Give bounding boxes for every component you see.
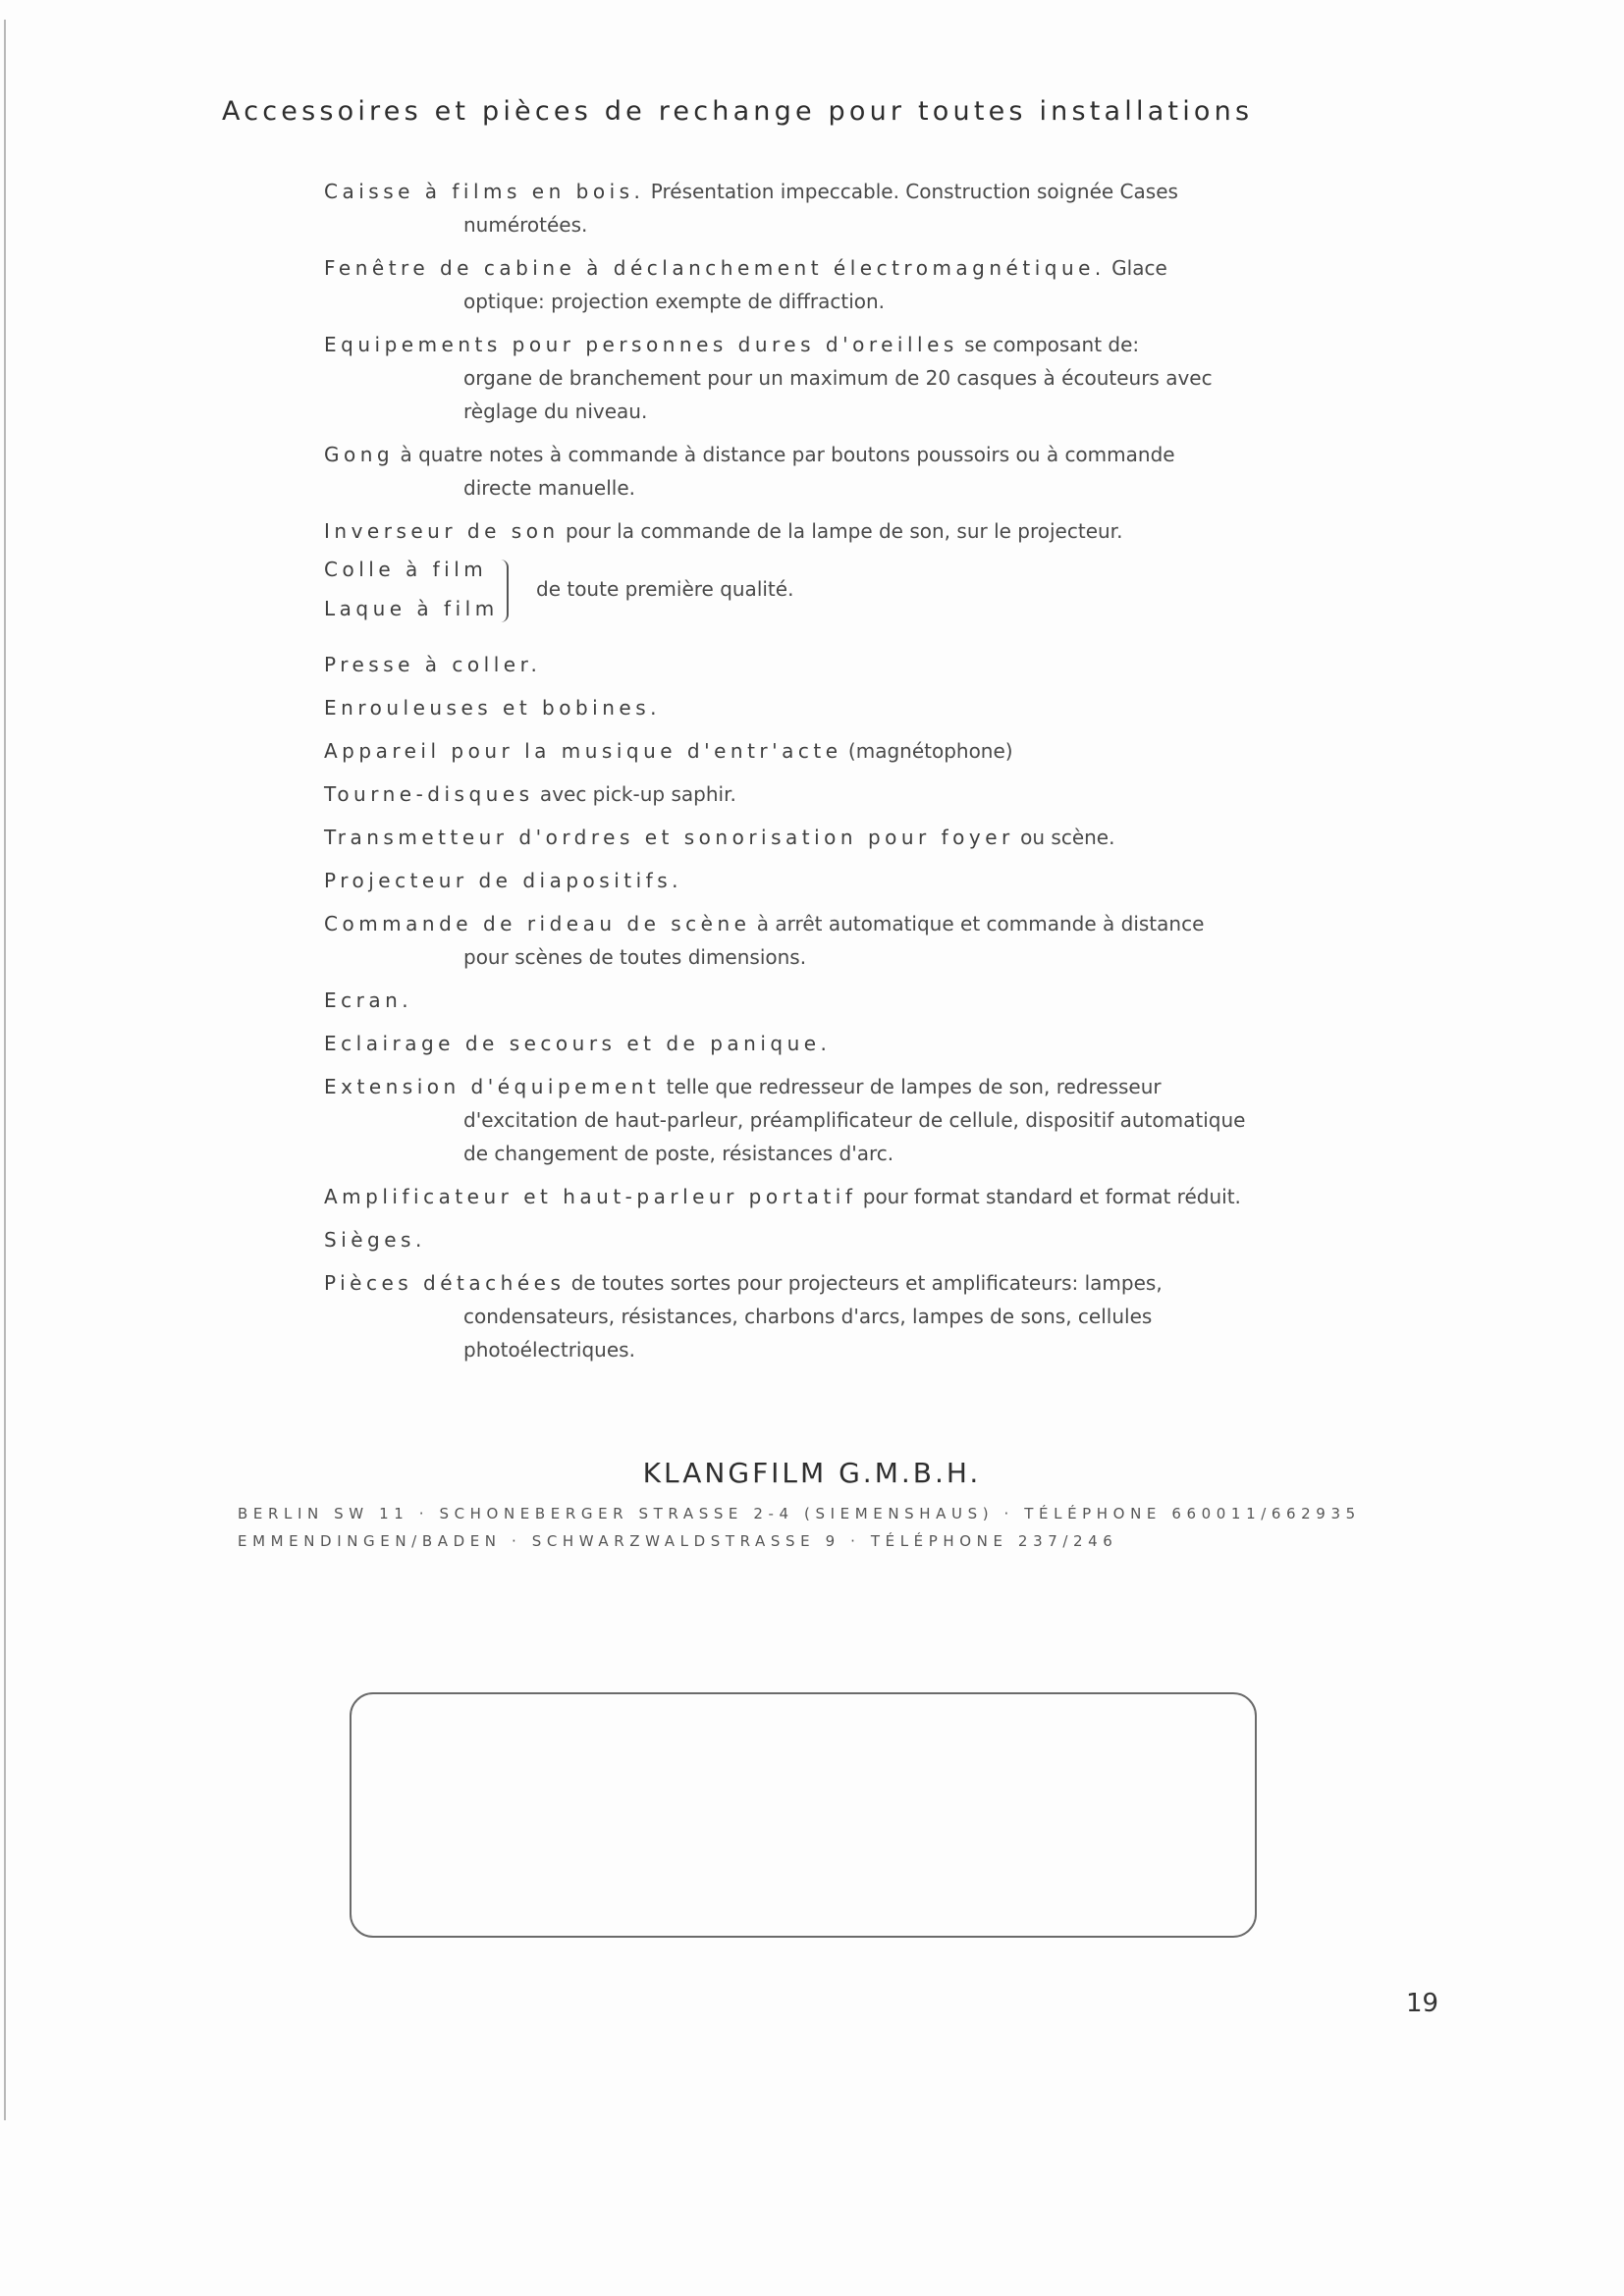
item-continuation: pour scènes de toutes dimensions. bbox=[463, 945, 807, 969]
list-item bbox=[324, 175, 1257, 241]
item-text: Présentation impeccable. Construction soignée Cases bbox=[644, 180, 1178, 203]
list-item bbox=[324, 734, 1257, 768]
item-text: ou scène. bbox=[1013, 826, 1115, 849]
list-item bbox=[324, 907, 1257, 974]
item-text: se composant de: bbox=[957, 333, 1140, 356]
item-text: telle que redresseur de lampes de son, redresseur bbox=[660, 1075, 1162, 1098]
page-title: Accessoires et pièces de rechange pour toutes installations bbox=[222, 96, 1254, 127]
item-text: à arrêt automatique et commande à distance bbox=[750, 912, 1205, 935]
list-item bbox=[324, 1223, 1257, 1256]
list-item bbox=[324, 438, 1257, 505]
accessories-list bbox=[324, 175, 1257, 1376]
list-item bbox=[324, 1266, 1257, 1366]
list-item bbox=[324, 1027, 1257, 1060]
list-item bbox=[324, 821, 1257, 854]
item-text: avec pick-up saphir. bbox=[533, 782, 736, 806]
company-name: KLANGFILM G.M.B.H. bbox=[642, 1457, 982, 1489]
list-item bbox=[324, 864, 1257, 897]
item-lead: Equipements pour personnes dures d'oreilles bbox=[324, 333, 958, 356]
item-continuation: directe manuelle. bbox=[463, 476, 636, 500]
film-lacquer-item: Laque à film bbox=[324, 597, 499, 620]
item-lead: Fenêtre de cabine à déclanchement électromagnétique. bbox=[324, 256, 1106, 280]
item-lead: Commande de rideau de scène bbox=[324, 912, 751, 935]
item-text: de toutes sortes pour projecteurs et amplificateurs: lampes, bbox=[565, 1271, 1163, 1295]
shared-description: de toute première qualité. bbox=[536, 577, 794, 601]
list-item bbox=[324, 648, 1257, 681]
dealer-stamp-box bbox=[350, 1692, 1257, 1938]
address-emmendingen: EMMENDINGEN/BADEN · SCHWARZWALDSTRASSE 9 · TÉLÉPHONE 237/246 bbox=[238, 1532, 1118, 1550]
item-lead: Pièces détachées bbox=[324, 1271, 566, 1295]
grouping-brace bbox=[497, 560, 509, 622]
address-berlin: BERLIN SW 11 · SCHONEBERGER STRASSE 2-4 (SIEMENSHAUS) · TÉLÉPHONE 660011/662935 bbox=[238, 1505, 1361, 1522]
item-lead: Presse à coller. bbox=[324, 653, 542, 676]
list-item bbox=[324, 328, 1257, 428]
item-lead: Amplificateur et haut-parleur portatif bbox=[324, 1185, 857, 1208]
film-glue-group bbox=[324, 558, 1257, 636]
item-lead: Ecran. bbox=[324, 988, 413, 1012]
item-lead: Tourne-disques bbox=[324, 782, 534, 806]
item-lead: Appareil pour la musique d'entr'acte bbox=[324, 739, 842, 763]
binding-edge bbox=[4, 20, 9, 2120]
item-lead: Sièges. bbox=[324, 1228, 426, 1252]
item-lead: Extension d'équipement bbox=[324, 1075, 661, 1098]
item-lead: Gong bbox=[324, 443, 395, 466]
item-continuation: condensateurs, résistances, charbons d'arcs, lampes de sons, cellules photoélectriques. bbox=[463, 1305, 1153, 1362]
item-lead: Inverseur de son bbox=[324, 519, 560, 543]
film-glue-item: Colle à film bbox=[324, 558, 488, 581]
item-lead: Caisse à films en bois. bbox=[324, 180, 645, 203]
item-text: pour format standard et format réduit. bbox=[856, 1185, 1241, 1208]
item-text: à quatre notes à commande à distance par boutons poussoirs ou à commande bbox=[394, 443, 1175, 466]
item-continuation: numérotées. bbox=[463, 213, 588, 237]
list-item bbox=[324, 691, 1257, 724]
item-lead: Transmetteur d'ordres et sonorisation pour foyer bbox=[324, 826, 1014, 849]
item-continuation: d'excitation de haut-parleur, préamplificateur de cellule, dispositif automatique de changement de poste, résistances d'arc. bbox=[463, 1108, 1246, 1165]
page-number: 19 bbox=[1406, 1989, 1439, 2018]
item-continuation: organe de branchement pour un maximum de 20 casques à écouteurs avec règlage du niveau. bbox=[463, 366, 1213, 423]
list-item bbox=[324, 1070, 1257, 1170]
list-item bbox=[324, 777, 1257, 811]
list-item bbox=[324, 984, 1257, 1017]
item-text: pour la commande de la lampe de son, sur le projecteur. bbox=[559, 519, 1123, 543]
item-lead: Eclairage de secours et de panique. bbox=[324, 1032, 832, 1055]
item-continuation: optique: projection exempte de diffraction. bbox=[463, 290, 886, 313]
item-lead: Projecteur de diapositifs. bbox=[324, 869, 682, 892]
list-item bbox=[324, 514, 1257, 548]
item-text: Glace bbox=[1105, 256, 1167, 280]
list-item bbox=[324, 1180, 1257, 1213]
item-text: (magnétophone) bbox=[841, 739, 1013, 763]
list-item bbox=[324, 251, 1257, 318]
item-lead: Enrouleuses et bobines. bbox=[324, 696, 661, 720]
